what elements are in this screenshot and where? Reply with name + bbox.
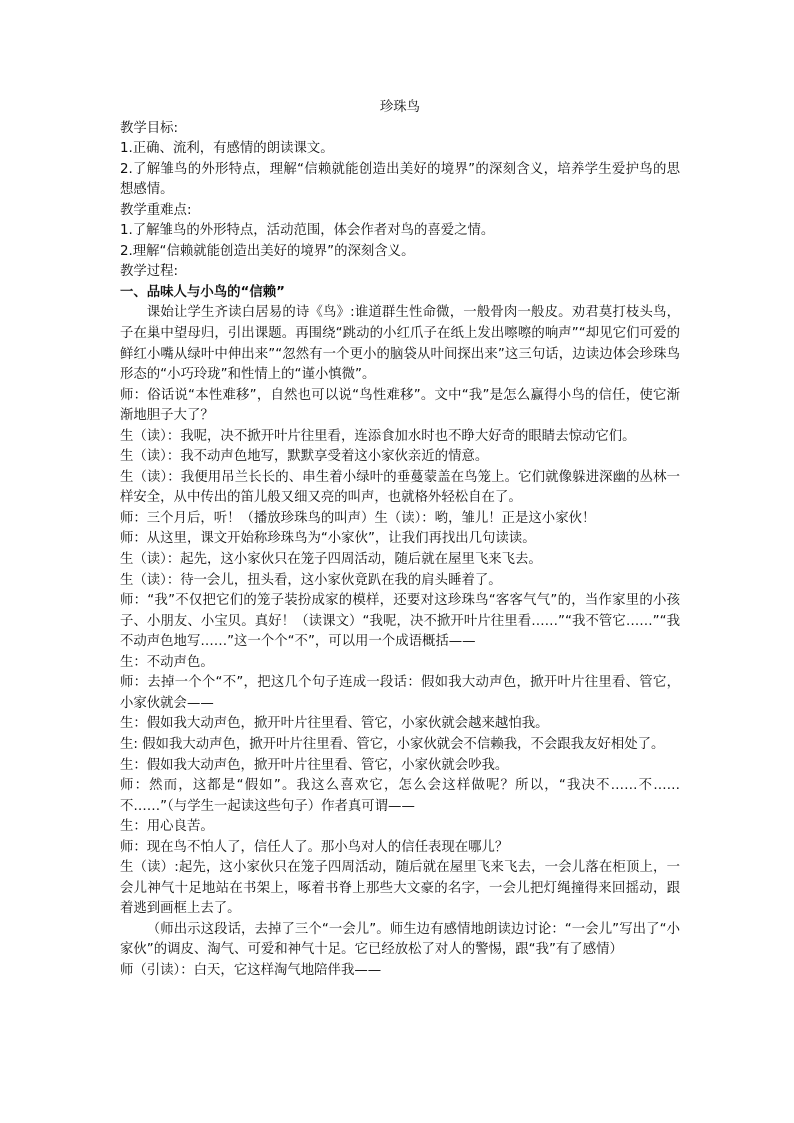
paragraph: 教学过程: xyxy=(120,264,179,280)
paragraph: 师（引读）：白天，它这样淘气地陪伴我—— xyxy=(120,962,382,978)
paragraph: 一、品味人与小鸟的“信赖” xyxy=(120,284,285,300)
paragraph: 生：假如我大动声色，掀开叶片往里看、管它，小家伙就会吵我。 xyxy=(120,757,509,773)
document-title: 珍珠鸟 xyxy=(379,100,421,115)
paragraph: 师：俗话说“本性难移”，自然也可以说“鸟性难移”。文中“我”是怎么赢得小鸟的信任，使它渐渐地胆子大了？ xyxy=(120,387,680,424)
paragraph: （师出示这段话，去掉了三个“一会儿”。师生边有感情地朗读边讨论：“一会儿”写出了“小家伙”的调皮、淘气、可爱和神气十足。它已经放松了对人的警惕，跟“我”有了感情） xyxy=(120,921,680,958)
document-page xyxy=(120,98,680,982)
paragraph: 师：从这里，课文开始称珍珠鸟为“小家伙”，让我们再找出几句读读。 xyxy=(120,531,536,547)
paragraph: 生：假如我大动声色，掀开叶片往里看、管它，小家伙就会越来越怕我。 xyxy=(120,716,549,732)
paragraph: 师：“我”不仅把它们的笼子装扮成家的模样，还要对这珍珠鸟“客客气气”的，当作家里的小孩子、小朋友、小宝贝。真好！（读课文）“我呢，决不掀开叶片往里看……”“我不管它……”“我不动声色地写……”这一个个“不”，可以用一个成语概括—— xyxy=(120,593,680,650)
paragraph: 生（读）:起先，这小家伙只在笼子四周活动，随后就在屋里飞来飞去，一会儿落在柜顶上，一会儿神气十足地站在书架上，啄着书脊上那些大文豪的名字，一会儿把灯绳撞得来回摇动，跟着逃到画框上去了。 xyxy=(120,860,680,917)
paragraph: 生（读）：起先，这小家伙只在笼子四周活动，随后就在屋里飞来飞去。 xyxy=(120,552,542,568)
paragraph: 师：然而，这都是“假如”。我这么喜欢它，怎么会这样做呢？所以，“我决不……不……不……”（与学生一起读这些句子）作者真可谓—— xyxy=(120,778,680,814)
paragraph: 生（读）：待一会儿，扭头看，这小家伙竟趴在我的肩头睡着了。 xyxy=(120,572,502,588)
paragraph: 师：现在鸟不怕人了，信任人了。那小鸟对人的信任表现在哪儿？ xyxy=(120,839,509,855)
paragraph: 生（读）：我不动声色地写，默默享受着这小家伙亲近的情意。 xyxy=(120,449,489,465)
paragraph: 生：用心良苦。 xyxy=(120,819,214,835)
paragraph: 教学重难点: xyxy=(120,202,192,218)
paragraph: 2.了解雏鸟的外形特点，理解“信赖就能创造出美好的境界”的深刻含义，培养学生爱护鸟的思想感情。 xyxy=(120,161,680,198)
paragraph: 生（读）：我便用吊兰长长的、串生着小绿叶的垂蔓蒙盖在鸟笼上。它们就像躲进深幽的丛林一样安全，从中传出的笛儿般又细又亮的叫声，也就格外轻松自在了。 xyxy=(120,469,680,506)
paragraph: 师：去掉一个个“不”，把这几个句子连成一段话：假如我大动声色，掀开叶片往里看、管它，小家伙就会—— xyxy=(120,675,680,711)
paragraph: 师：三个月后，听！（播放珍珠鸟的叫声）生（读）：哟，雏儿！正是这小家伙！ xyxy=(120,510,596,526)
paragraph: 生: 假如我大动声色，掀开叶片往里看、管它，小家伙就会不信赖我，不会跟我友好相处了。 xyxy=(120,736,665,752)
paragraph: 2.理解“信赖就能创造出美好的境界”的深刻含义。 xyxy=(120,243,415,259)
paragraph: 生：不动声色。 xyxy=(120,654,214,670)
document-body xyxy=(120,119,680,982)
paragraph: 1.正确、流利，有感情的朗读课文。 xyxy=(120,141,334,157)
paragraph: 生（读）：我呢，决不掀开叶片往里看，连添食加水时也不睁大好奇的眼睛去惊动它们。 xyxy=(120,428,636,444)
paragraph: 1.了解雏鸟的外形特点，活动范围，体会作者对鸟的喜爱之情。 xyxy=(120,223,495,239)
paragraph: 课始让学生齐读白居易的诗《鸟》:谁道群生性命微，一般骨肉一般皮。劝君莫打枝头鸟，子在巢中望母归，引出课题。再围绕“跳动的小红爪子在纸上发出嚓嚓的响声”“却见它们可爱的鲜红小嘴从绿叶中伸出来”“忽然有一个更小的脑袋从叶间探出来”这三句话，边读边体会珍珠鸟形态的“小巧玲珑”和性情上的“谨小慎微”。 xyxy=(120,305,680,383)
paragraph: 教学目标: xyxy=(120,120,179,136)
